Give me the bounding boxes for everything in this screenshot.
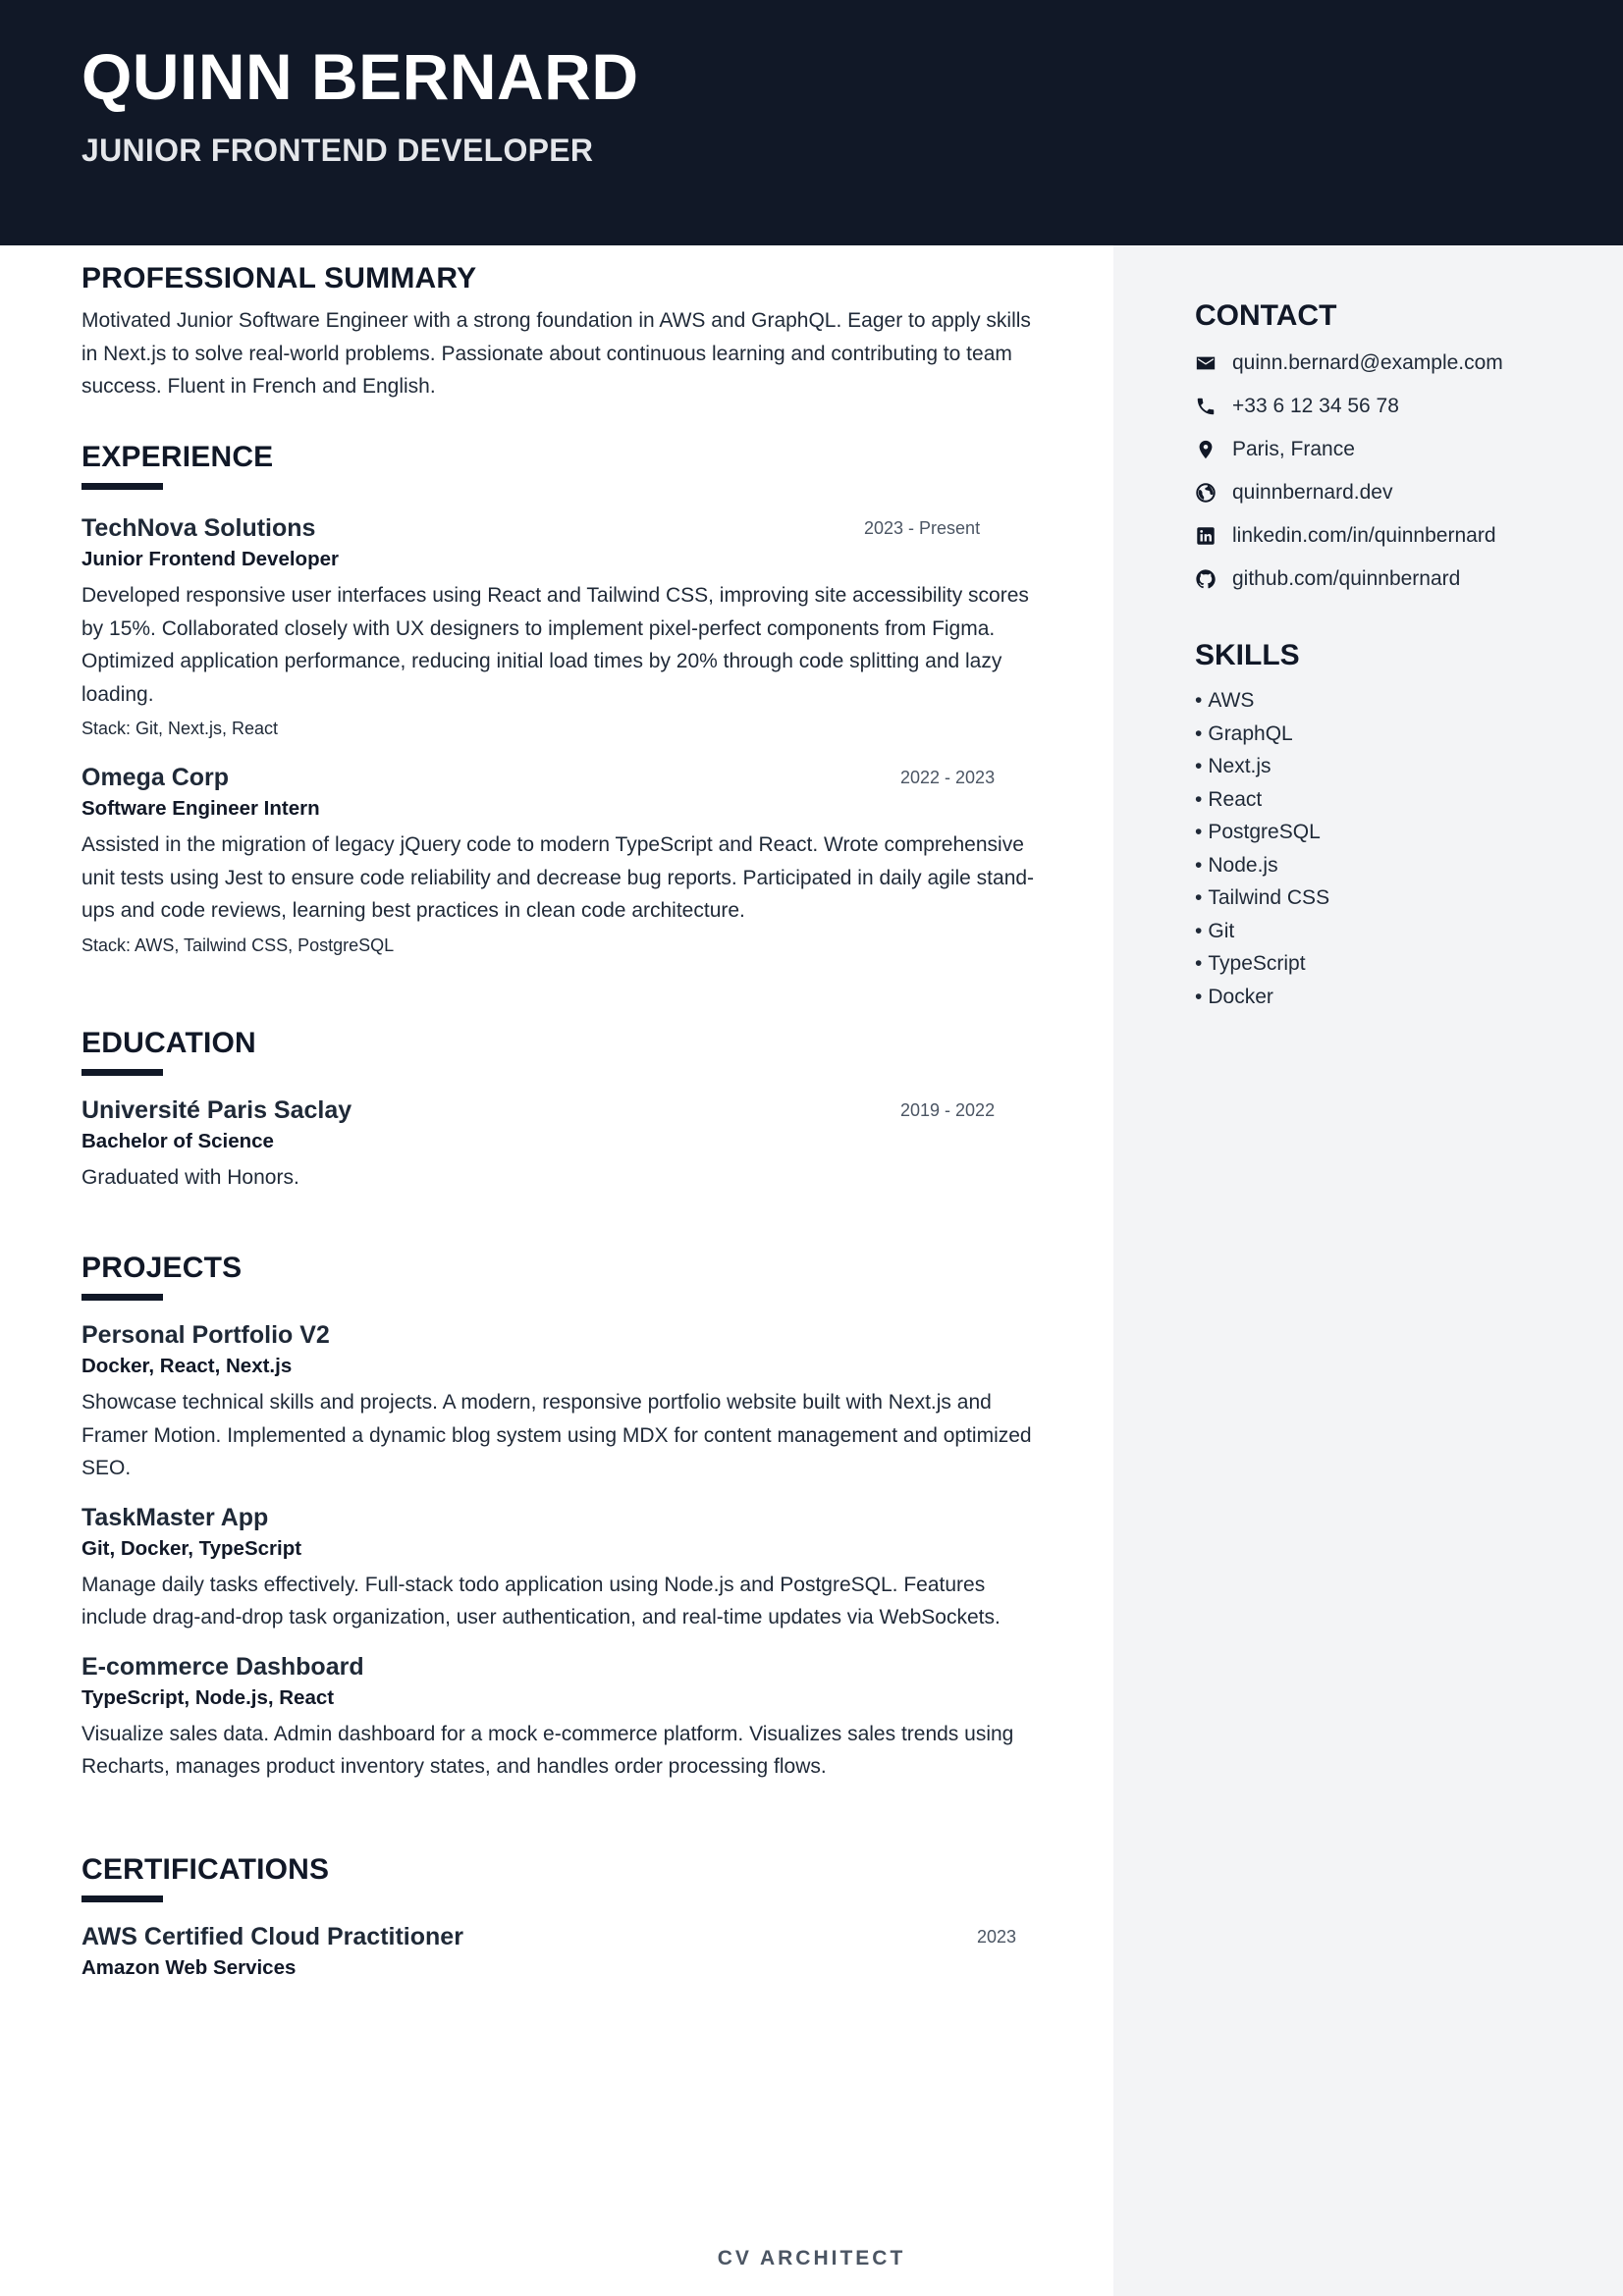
certification-issuer: Amazon Web Services: [81, 1956, 297, 1979]
experience-entry: [81, 511, 1034, 741]
summary-section: [81, 261, 1034, 403]
skills-heading: SKILLS: [1195, 639, 1300, 671]
phone-icon: [1195, 396, 1217, 417]
skill-item: • Node.js: [1195, 849, 1329, 882]
contact-github-text: github.com/quinnbernard: [1232, 567, 1461, 590]
skill-item: • Next.js: [1195, 750, 1329, 783]
job-role: Software Engineer Intern: [81, 797, 320, 820]
skill-item: • Git: [1195, 915, 1329, 948]
contact-list: [1195, 342, 1503, 601]
skill-item: • TypeScript: [1195, 947, 1329, 981]
project-tech: TypeScript, Node.js, React: [81, 1685, 335, 1709]
project-description: Manage daily tasks effectively. Full-stack todo application using Node.js and PostgreSQL. Features include drag-and-drop task organization, user authentication, and real-time updates via WebSockets.: [81, 1573, 1001, 1629]
contact-website[interactable]: [1195, 471, 1503, 514]
contact-website-text: quinnbernard.dev: [1232, 481, 1393, 504]
certifications-heading: CERTIFICATIONS: [81, 1853, 330, 1886]
certifications-section: [81, 1852, 1034, 1983]
email-icon: [1195, 352, 1217, 374]
section-underline: [81, 1294, 163, 1301]
section-underline: [81, 483, 163, 490]
candidate-name: QUINN BERNARD: [81, 40, 639, 113]
skill-item: • Tailwind CSS: [1195, 881, 1329, 915]
project-name: Personal Portfolio V2: [81, 1321, 330, 1349]
skills-list: [1195, 684, 1329, 1013]
skill-item: • AWS: [1195, 684, 1329, 718]
contact-heading: CONTACT: [1195, 299, 1337, 332]
certification-entry: [81, 1920, 1034, 1983]
contact-email[interactable]: [1195, 342, 1503, 385]
job-description: Developed responsive user interfaces using React and Tailwind CSS, improving site accessibility scores by 15%. Collaborated closely with UX designers to implement pixel-perfect components from Figma. Optimized application performance, reducing initial load times by 20% through code splitting and lazy loading.: [81, 584, 1029, 706]
candidate-title: JUNIOR FRONTEND DEVELOPER: [81, 133, 594, 168]
project-name: TaskMaster App: [81, 1503, 269, 1531]
tech-stack: Stack: Git, Next.js, React: [81, 719, 279, 738]
project-name: E-commerce Dashboard: [81, 1652, 364, 1681]
summary-heading: PROFESSIONAL SUMMARY: [81, 262, 477, 294]
project-entry: [81, 1650, 1034, 1784]
section-underline: [81, 1896, 163, 1902]
project-entry: [81, 1318, 1034, 1485]
contact-phone-text: +33 6 12 34 56 78: [1232, 395, 1399, 417]
linkedin-icon: [1195, 525, 1217, 547]
project-description: Visualize sales data. Admin dashboard for a mock e-commerce platform. Visualizes sales trends using Recharts, manages product inventory states, and handles order processing flows.: [81, 1722, 1014, 1778]
projects-section: [81, 1251, 1034, 1784]
date-range: 2019 - 2022: [900, 1100, 996, 1120]
job-role: Junior Frontend Developer: [81, 548, 339, 570]
summary-text: Motivated Junior Software Engineer with a strong foundation in AWS and GraphQL. Eager to apply skills in Next.js to solve real-world problems. Passionate about continuous learning and contributing to team success. Fluent in French and English.: [81, 309, 1031, 398]
company-name: Omega Corp: [81, 764, 230, 791]
project-description: Showcase technical skills and projects. A modern, responsive portfolio website built with Next.js and Framer Motion. Implemented a dynamic blog system using MDX for content management and optimized SEO.: [81, 1391, 1032, 1479]
degree: Bachelor of Science: [81, 1130, 274, 1152]
contact-github[interactable]: [1195, 558, 1503, 601]
resume-header: [0, 0, 1623, 245]
education-note: Graduated with Honors.: [81, 1166, 299, 1189]
contact-phone[interactable]: [1195, 385, 1503, 428]
education-entry: [81, 1094, 1034, 1195]
skill-item: • GraphQL: [1195, 718, 1329, 751]
education-heading: EDUCATION: [81, 1027, 256, 1059]
project-tech: Docker, React, Next.js: [81, 1355, 293, 1377]
skill-item: • PostgreSQL: [1195, 816, 1329, 849]
tech-stack: Stack: AWS, Tailwind CSS, PostgreSQL: [81, 934, 395, 955]
contact-linkedin[interactable]: [1195, 514, 1503, 558]
certification-year: 2023: [977, 1927, 1017, 1947]
section-underline: [81, 1069, 163, 1076]
job-description: Assisted in the migration of legacy jQuery code to modern TypeScript and React. Wrote comprehensive unit tests using Jest to ensure code reliability and decrease bug reports. Participated in daily agile stand-ups and code reviews, learning best practices in clean code architecture.: [81, 833, 1035, 922]
project-tech: Git, Docker, TypeScript: [81, 1536, 302, 1560]
footer-brand: CV ARCHITECT: [717, 2247, 906, 2269]
contact-location-text: Paris, France: [1232, 438, 1355, 460]
certification-name: AWS Certified Cloud Practitioner: [81, 1923, 463, 1950]
experience-heading: EXPERIENCE: [81, 441, 274, 473]
location-pin-icon: [1195, 439, 1217, 460]
globe-icon: [1195, 482, 1217, 504]
education-section: [81, 1026, 1034, 1195]
skill-item: • Docker: [1195, 981, 1329, 1014]
company-name: TechNova Solutions: [81, 514, 316, 542]
school-name: Université Paris Saclay: [81, 1096, 352, 1124]
date-range: 2022 - 2023: [900, 768, 996, 787]
github-icon: [1195, 568, 1217, 590]
experience-section: [81, 440, 1034, 958]
contact-location: [1195, 428, 1503, 471]
contact-email-text: quinn.bernard@example.com: [1232, 351, 1503, 374]
date-range: 2023 - Present: [864, 518, 981, 538]
projects-heading: PROJECTS: [81, 1252, 243, 1284]
project-entry: [81, 1501, 1034, 1634]
sidebar: [1113, 245, 1623, 2296]
experience-entry: [81, 761, 1034, 958]
skill-item: • React: [1195, 783, 1329, 817]
contact-linkedin-text: linkedin.com/in/quinnbernard: [1232, 524, 1496, 547]
